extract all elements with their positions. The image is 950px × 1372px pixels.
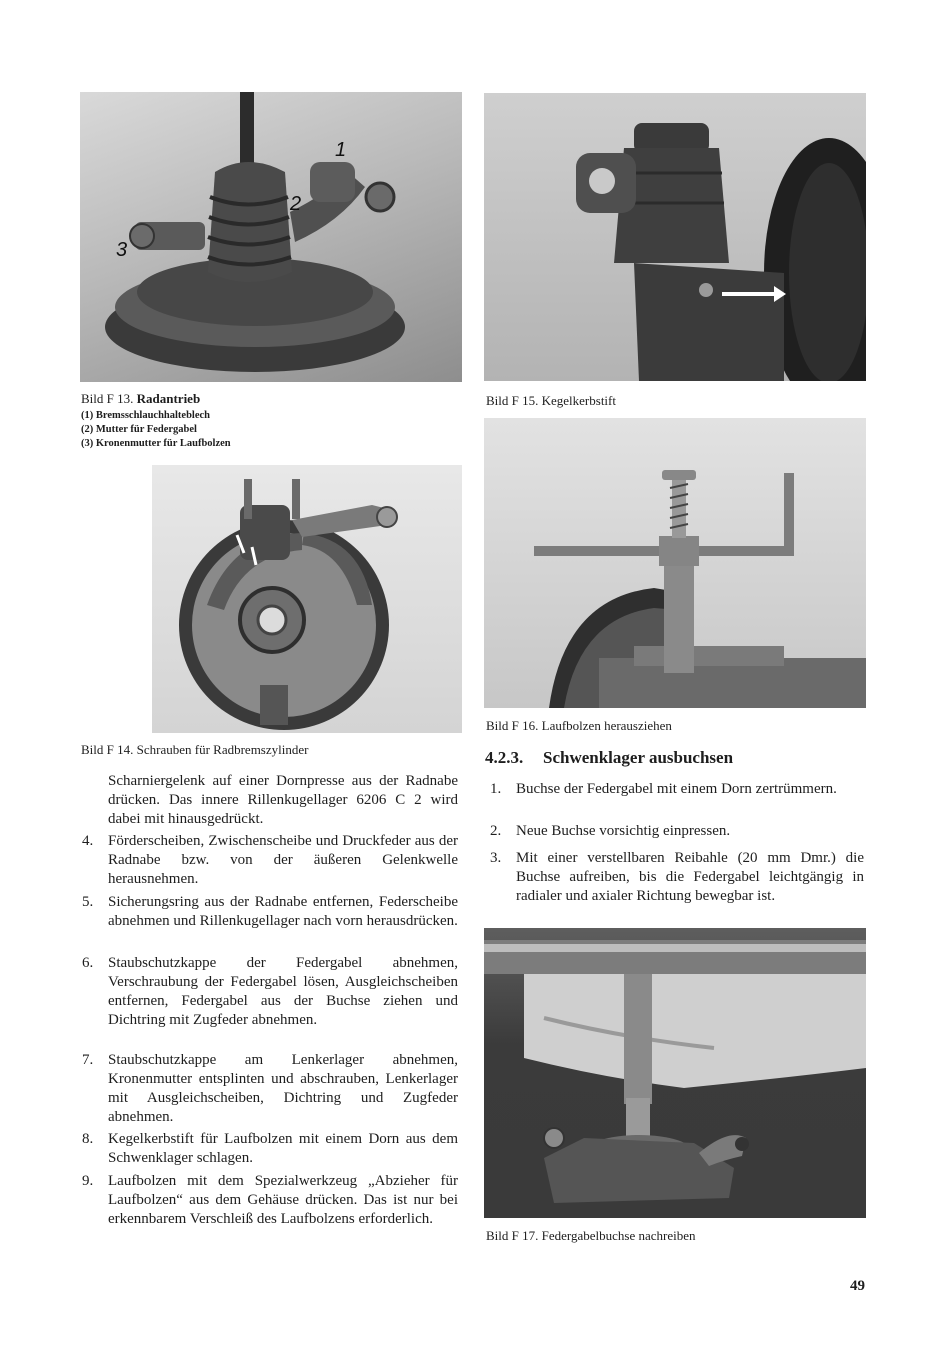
step-4 [82,832,458,889]
step-7 [82,1051,458,1127]
step-text: Staubschutzkappe am Lenkerlager abnehmen, Kronenmutter entsplinten und abschrauben, Lenkerlager mit Ausgleichscheiben, Dichtring und Zugfeder abnehmen. [108,1052,458,1125]
section-step-3 [490,849,864,906]
callout-2: 2 [290,193,302,215]
reamer-illustration [484,928,866,1218]
step-number: 1. [490,781,502,797]
step-number: 6. [82,955,94,971]
continuation-paragraph: Scharniergelenk auf einer Dornpresse aus der Radnabe drücken. Das innere Rillenkugellager 6206 C 2 wird dabei mit hinausgedrückt. [108,773,458,827]
figure-f17-title: Federgabelbuchse nachreiben [541,1228,696,1243]
figure-f13-label: Bild F 13. [81,391,134,406]
section-number: 4.2.3. [485,748,524,767]
figure-f13-photo [80,92,462,382]
figure-f16-photo [484,418,866,708]
figure-f13-legend-1: (1) Bremsschlauchhalteblech [81,410,211,421]
step-9 [82,1172,458,1229]
figure-f13-caption [81,391,200,407]
step-number: 3. [490,850,502,866]
taper-pin-illustration [484,93,866,381]
step-text: Kegelkerbstift für Laufbolzen mit einem Dorn aus dem Schwenklager schlagen. [108,1131,458,1166]
figure-f16-title: Laufbolzen herausziehen [541,718,672,733]
figure-f17-caption [486,1228,696,1244]
figure-f15-caption [486,393,616,409]
figure-f14-photo [152,465,462,733]
step-5 [82,893,458,931]
figure-f15-title: Kegelkerbstift [541,393,616,408]
figure-f17-photo [484,928,866,1218]
step-number: 4. [82,833,94,849]
pin-extractor-illustration [484,418,866,708]
figure-f15-photo [484,93,866,381]
step-number: 8. [82,1131,94,1147]
step-text: Neue Buchse vorsichtig einpressen. [516,823,731,839]
section-step-1 [490,780,864,799]
step-text: Staubschutzkappe der Federgabel abnehmen, Verschraubung der Federgabel lösen, Ausgleichscheiben entfernen, Federgabel aus der Buchse ziehen und Dichtring mit Zugfeder abnehmen. [108,955,458,1028]
section-step-2 [490,822,864,841]
step-8 [82,1130,458,1168]
figure-f14-caption [81,742,308,758]
section-title: Schwenklager ausbuchsen [543,748,734,767]
section-heading [485,748,733,768]
callout-1: 1 [335,139,347,161]
figure-f14-title: Schrauben für Radbremszylinder [136,742,309,757]
step-6 [82,954,458,1030]
step-text: Buchse der Federgabel mit einem Dorn zertrümmern. [516,781,837,797]
figure-f17-label: Bild F 17. [486,1228,539,1243]
callout-3: 3 [116,239,128,261]
brake-drum-illustration [152,465,462,733]
step-number: 7. [82,1052,94,1068]
step-text: Förderscheiben, Zwischenscheibe und Druckfeder aus der Radnabe bzw. von der äußeren Gelenkwelle herausnehmen. [108,833,458,887]
step-text: Laufbolzen mit dem Spezialwerkzeug „Abzieher für Laufbolzen“ aus dem Gehäuse drücken. Das ist nur bei erkennbarem Verschleiß des Laufbolzens erforderlich. [108,1173,458,1227]
figure-f16-caption [486,718,672,734]
wheel-drive-illustration [80,92,462,382]
figure-f14-label: Bild F 14. [81,742,134,757]
figure-f13-title: Radantrieb [136,391,201,406]
step-number: 2. [490,823,502,839]
figure-f13-legend-2: (2) Mutter für Federgabel [81,424,197,435]
step-text: Sicherungsring aus der Radnabe entfernen, Federscheibe abnehmen und Rillenkugellager nach vorn herausdrücken. [108,894,458,929]
figure-f13-legend-3: (3) Kronenmutter für Laufbolzen [81,438,231,449]
step-text: Mit einer verstellbaren Reibahle (20 mm Dmr.) die Buchse aufreiben, bis die Federgabel leichtgängig in radialer und axialer Richtung bewegbar ist. [516,850,864,904]
step-number: 5. [82,894,94,910]
step-number: 9. [82,1173,94,1189]
figure-f15-label: Bild F 15. [486,393,539,408]
figure-f16-label: Bild F 16. [486,718,539,733]
page-number: 49 [850,1278,865,1294]
